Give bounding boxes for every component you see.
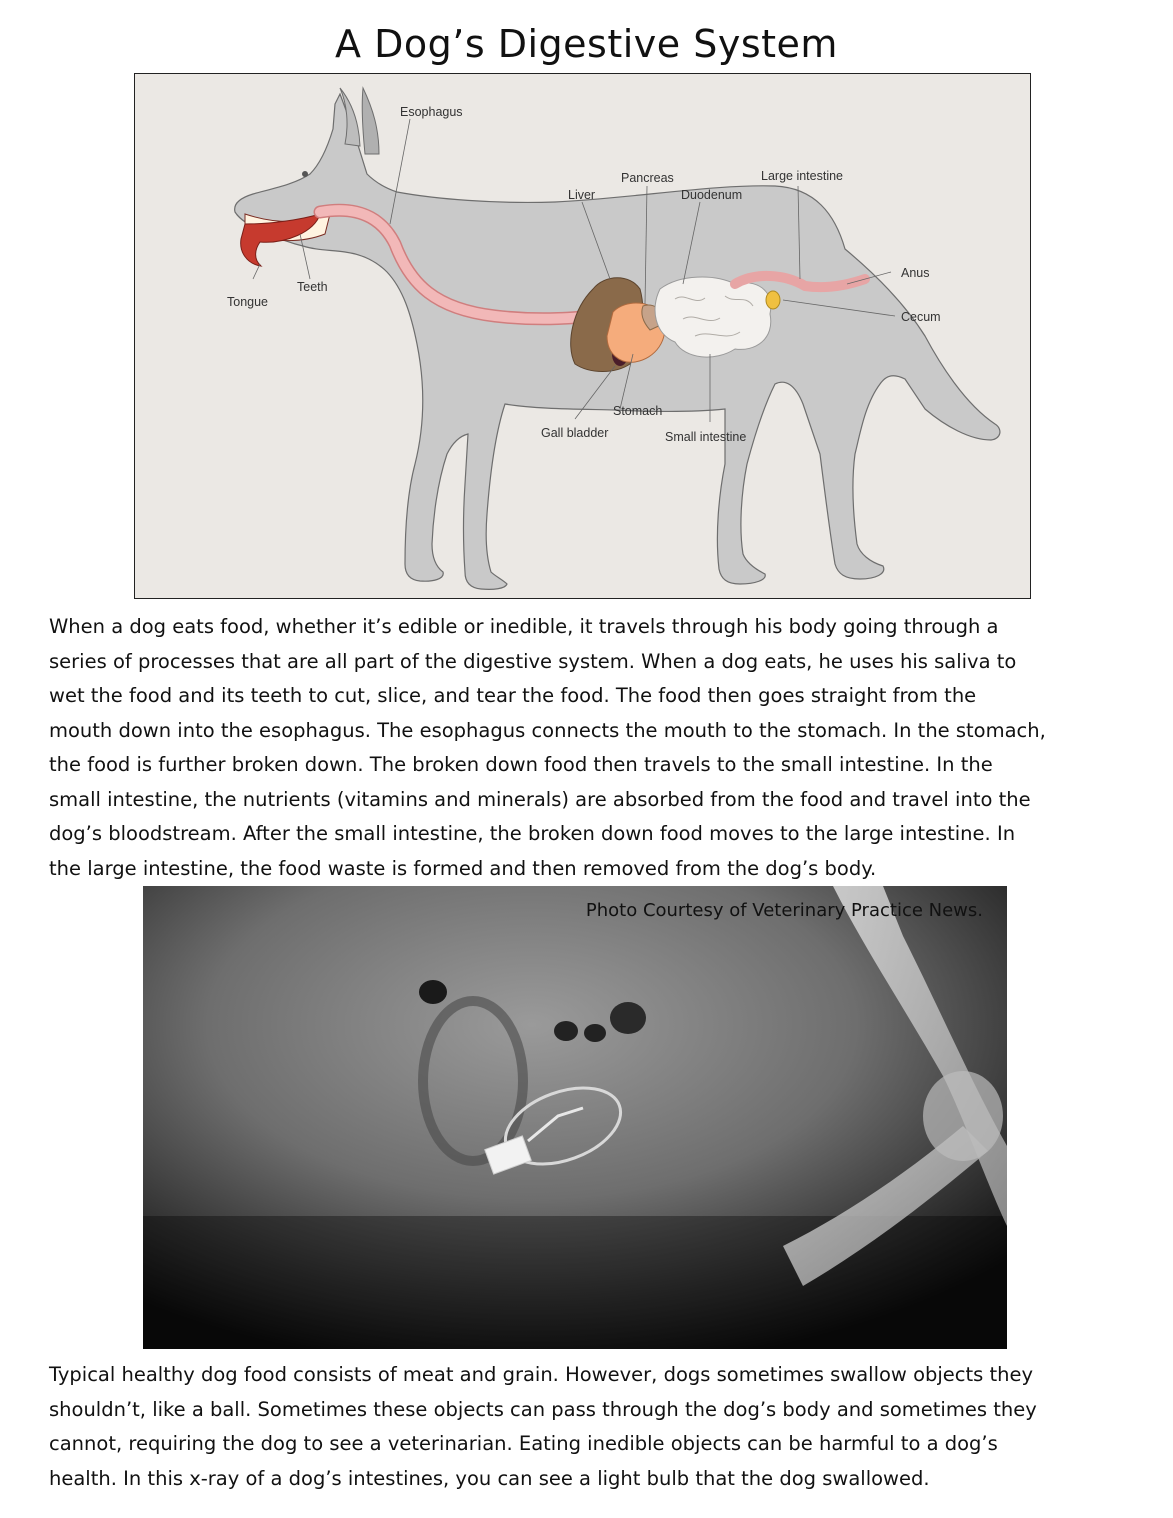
dog-ear bbox=[362, 88, 379, 154]
label-teeth: Teeth bbox=[297, 280, 328, 294]
dog-digestive-diagram bbox=[134, 73, 1031, 599]
photo-credit: Photo Courtesy of Veterinary Practice News. bbox=[585, 900, 983, 921]
label-pancreas: Pancreas bbox=[621, 171, 674, 185]
hip-joint bbox=[923, 1071, 1003, 1161]
label-cecum: Cecum bbox=[901, 310, 941, 324]
xray-image bbox=[143, 886, 1007, 1349]
page-title: A Dog’s Digestive System bbox=[335, 22, 838, 66]
label-tongue: Tongue bbox=[227, 295, 269, 309]
body-paragraph-inedible: Typical healthy dog food consists of meat and grain. However, dogs sometimes swallow objects they shouldn’t, like a ball. Sometimes these objects can pass through the dog’s body and sometimes they cannot, requiring the dog to see a veterinarian. Eating inedible objects can be harmful to a dog’s health. In this x-ray of a dog’s intestines, you can see a light bulb that the dog swallowed. bbox=[49, 1363, 1037, 1490]
label-gall-bladder: Gall bladder bbox=[541, 426, 609, 440]
gas-bubble bbox=[554, 1021, 578, 1041]
gas-bubble bbox=[584, 1024, 606, 1042]
label-liver: Liver bbox=[568, 188, 596, 202]
label-large-intestine: Large intestine bbox=[761, 169, 844, 183]
label-stomach: Stomach bbox=[613, 404, 663, 418]
label-small-intestine: Small intestine bbox=[665, 430, 747, 444]
dog-illustration bbox=[135, 74, 1031, 599]
label-esophagus: Esophagus bbox=[400, 105, 463, 119]
dog-eye bbox=[302, 171, 308, 177]
xray-photo bbox=[143, 886, 1007, 1349]
gas-bubble bbox=[610, 1002, 646, 1034]
cecum bbox=[766, 291, 780, 309]
label-anus: Anus bbox=[901, 266, 930, 280]
label-duodenum: Duodenum bbox=[681, 188, 743, 202]
body-paragraph-digestion: When a dog eats food, whether it’s edible or inedible, it travels through his body going through a series of processes that are all part of the digestive system. When a dog eats, he uses his saliva to wet the food and its teeth to cut, slice, and tear the food. The food then goes straight from the mouth down into the esophagus. The esophagus connects the mouth to the stomach. In the stomach, the food is further broken down. The broken down food then travels to the small intestine. In the small intestine, the nutrients (vitamins and minerals) are absorbed from the food and travel into the dog’s bloodstream. After the small intestine, the broken down food moves to the large intestine. In the large intestine, the food waste is formed and then removed from the dog’s body. bbox=[49, 615, 1046, 880]
gas-bubble bbox=[419, 980, 447, 1004]
